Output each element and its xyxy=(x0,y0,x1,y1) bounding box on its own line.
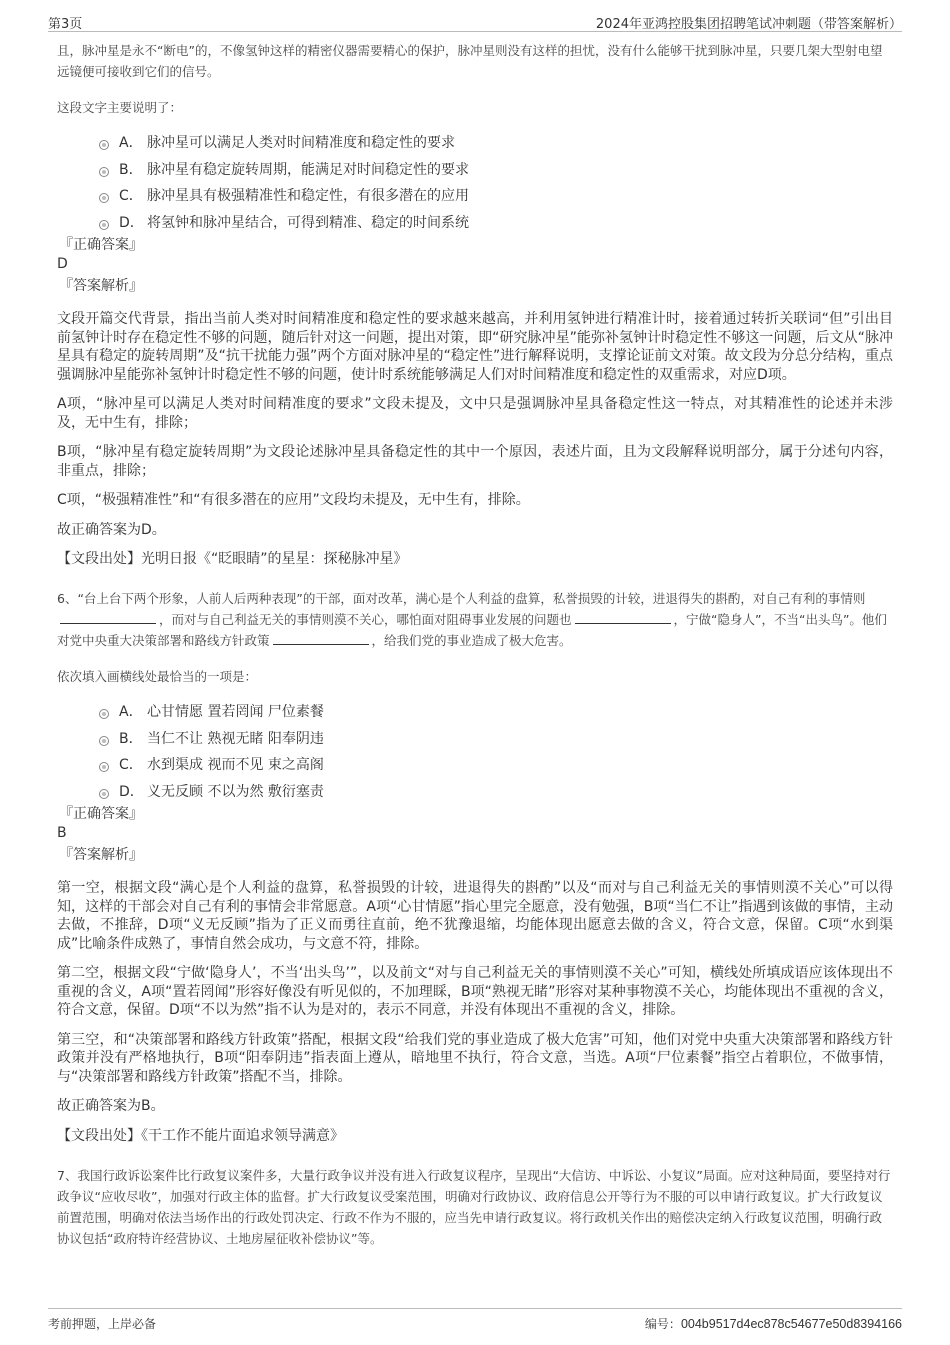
correct-answer: D xyxy=(57,256,68,272)
page-content xyxy=(57,40,893,1249)
radio-icon[interactable] xyxy=(99,167,109,177)
analysis-paragraph: 第三空，和“决策部署和路线方针政策”搭配，根据文段“给我们党的事业造成了极大危害”可知，他们对党中央重大决策部署和路线方针政策并没有严格地执行，B项“阳奉阴违”指表面上遵从，暗地里不执行，符合文意，当选。A项“尸位素餐”指空占着职位，不做事情，与“决策部署和路线方针政策”搭配不当，排除。 xyxy=(57,1031,893,1085)
question-6-stem: 6、“台上台下两个形象，人前人后两种表现”的干部，面对改革，满心是个人利益的盘算，私誉损毁的计较，进退得失的斟酌，对自己有利的事情则，而对与自己利益无关的事情则漠不关心，哪怕面对阻碍事业发展的问题也 ，宁做“隐身人”，不当“出头鸟”。他们对党中央重大决策部署和路线方针政策 ，给我们党的事业造成了极大危害。 xyxy=(57,591,887,648)
fill-blank xyxy=(273,633,369,645)
question-6-options xyxy=(99,699,893,805)
option-a[interactable]: A． 心甘情愿 置若罔闻 尸位素餐 xyxy=(99,699,893,726)
document-code: 编号：004b9517d4ec878c54677e50d8394166 xyxy=(644,1317,902,1331)
text-source: 【文段出处】光明日报《“眨眼睛”的星星：探秘脉冲星》 xyxy=(57,551,408,567)
fill-blank xyxy=(60,612,156,624)
radio-icon[interactable] xyxy=(99,140,109,150)
document-title: 2024年亚鸿控股集团招聘笔试冲刺题（带答案解析） xyxy=(595,17,902,32)
option-c[interactable]: C． 脉冲星具有极强精准性和稳定性，有很多潜在的应用 xyxy=(99,183,893,210)
footer-slogan: 考前押题，上岸必备 xyxy=(48,1317,157,1331)
analysis-conclusion: 故正确答案为D。 xyxy=(57,521,166,538)
analysis-paragraph: C项，“极强精准性”和“有很多潜在的应用”文段均未提及，无中生有，排除。 xyxy=(57,492,530,508)
analysis-conclusion: 故正确答案为B。 xyxy=(57,1098,165,1114)
page-footer xyxy=(48,1308,902,1338)
answer-label: 『正确答案』 xyxy=(59,237,143,253)
analysis-paragraph: 文段开篇交代背景，指出当前人类对时间精准度和稳定性的要求越来越高，并利用氢钟进行精准计时，接着通过转折关联词“但”引出目前氢钟计时存在稳定性不够的问题，随后针对这一问题，提出对策，即“研究脉冲星”能弥补氢钟计时稳定性不够这一问题，后文从“脉冲星具有稳定的旋转周期”及“抗干扰能力强”两个方面对脉冲星的“稳定性”进行解释说明，支撑论证前文对策。故文段为分总分结构，重点强调脉冲星能弥补氢钟计时稳定性不够的问题，使计时系统能够满足人们对时间精准度和稳定性的双重需求，对应D项。 xyxy=(57,311,893,383)
analysis-paragraph: 第一空，根据文段“满心是个人利益的盘算，私誉损毁的计较，进退得失的斟酌”以及“而对与自己利益无关的事情则漠不关心”可以得知，这样的干部会对自己有利的事情会非常愿意。A项“心甘情愿”指心里完全愿意，没有勉强，B项“当仁不让”指遇到该做的事情，主动去做，不推辞，D项“义无反顾”指为了正义而勇往直前，绝不犹豫退缩，均能体现出愿意去做的含义，符合文意，保留。C项“水到渠成”比喻条件成熟了，事情自然会成功，与文意不符，排除。 xyxy=(57,880,893,952)
fill-blank xyxy=(575,612,671,624)
analysis-label: 『答案解析』 xyxy=(59,278,143,294)
radio-icon[interactable] xyxy=(99,762,109,772)
question-6-prompt: 依次填入画横线处最恰当的一项是： xyxy=(57,669,258,684)
answer-label: 『正确答案』 xyxy=(59,806,143,822)
analysis-paragraph: B项，“脉冲星有稳定旋转周期”为文段论述脉冲星具备稳定性的其中一个原因，表述片面，且为文段解释说明部分，属于分述句内容，非重点，排除； xyxy=(57,444,893,479)
option-a[interactable]: A． 脉冲星可以满足人类对时间精准度和稳定性的要求 xyxy=(99,130,893,157)
page-number: 第3页 xyxy=(48,17,83,32)
option-b[interactable]: B． 脉冲星有稳定旋转周期，能满足对时间稳定性的要求 xyxy=(99,157,893,184)
question-7-stem: 7、我国行政诉讼案件比行政复议案件多，大量行政争议并没有进入行政复议程序，呈现出“大信访、中诉讼、小复议”局面。应对这种局面，要坚持对行政争议“应收尽收”，加强对行政主体的监督。扩大行政复议受案范围，明确对行政协议、政府信息公开等行为不服的可以申请行政复议。扩大行政复议前置范围，明确对依法当场作出的行政处罚决定、行政不作为不服的，应当先申请行政复议。将行政机关作出的赔偿决定纳入行政复议范围，明确行政协议包括“政府特许经营协议、土地房屋征收补偿协议”等。 xyxy=(57,1167,891,1246)
option-c[interactable]: C． 水到渠成 视而不见 束之高阁 xyxy=(99,752,893,779)
question-5 xyxy=(57,40,893,569)
question-6 xyxy=(57,588,893,1146)
radio-icon[interactable] xyxy=(99,193,109,203)
radio-icon[interactable] xyxy=(99,789,109,799)
option-b[interactable]: B． 当仁不让 熟视无睹 阳奉阴违 xyxy=(99,726,893,753)
page-header xyxy=(48,10,902,32)
option-d[interactable]: D． 将氢钟和脉冲星结合，可得到精准、稳定的时间系统 xyxy=(99,210,893,237)
analysis-paragraph: A项，“脉冲星可以满足人类对时间精准度的要求”文段未提及，文中只是强调脉冲星具备稳定性这一特点，对其精准性的论述并未涉及，无中生有，排除； xyxy=(57,396,893,431)
question-5-prompt: 这段文字主要说明了： xyxy=(57,100,183,115)
analysis-paragraph: 第二空，根据文段“宁做‘隐身人’，不当‘出头鸟’”，以及前文“对与自己利益无关的事情则漠不关心”可知，横线处所填成语应该体现出不重视的含义，A项“置若罔闻”形容好像没有听见似的，不加理睬，B项“熟视无睹”形容对某种事物漠不关心，均能体现出不重视的含义，符合文意，保留。D项“不以为然”指不认为是对的，表示不同意，并没有体现出不重视的含义，排除。 xyxy=(57,965,893,1018)
question-5-options xyxy=(99,130,893,236)
question-7 xyxy=(57,1165,893,1249)
analysis-label: 『答案解析』 xyxy=(59,847,143,863)
radio-icon[interactable] xyxy=(99,709,109,719)
correct-answer: B xyxy=(57,825,67,841)
text-source: 【文段出处】《干工作不能片面追求领导满意》 xyxy=(57,1127,344,1144)
question-5-stem: 且，脉冲星是永不“断电”的，不像氢钟这样的精密仪器需要精心的保护，脉冲星则没有这样的担忧，没有什么能够干扰到脉冲星，只要几架大型射电望远镜便可接收到它们的信号。 xyxy=(57,43,883,79)
option-d[interactable]: D． 义无反顾 不以为然 敷衍塞责 xyxy=(99,779,893,806)
radio-icon[interactable] xyxy=(99,736,109,746)
radio-icon[interactable] xyxy=(99,220,109,230)
